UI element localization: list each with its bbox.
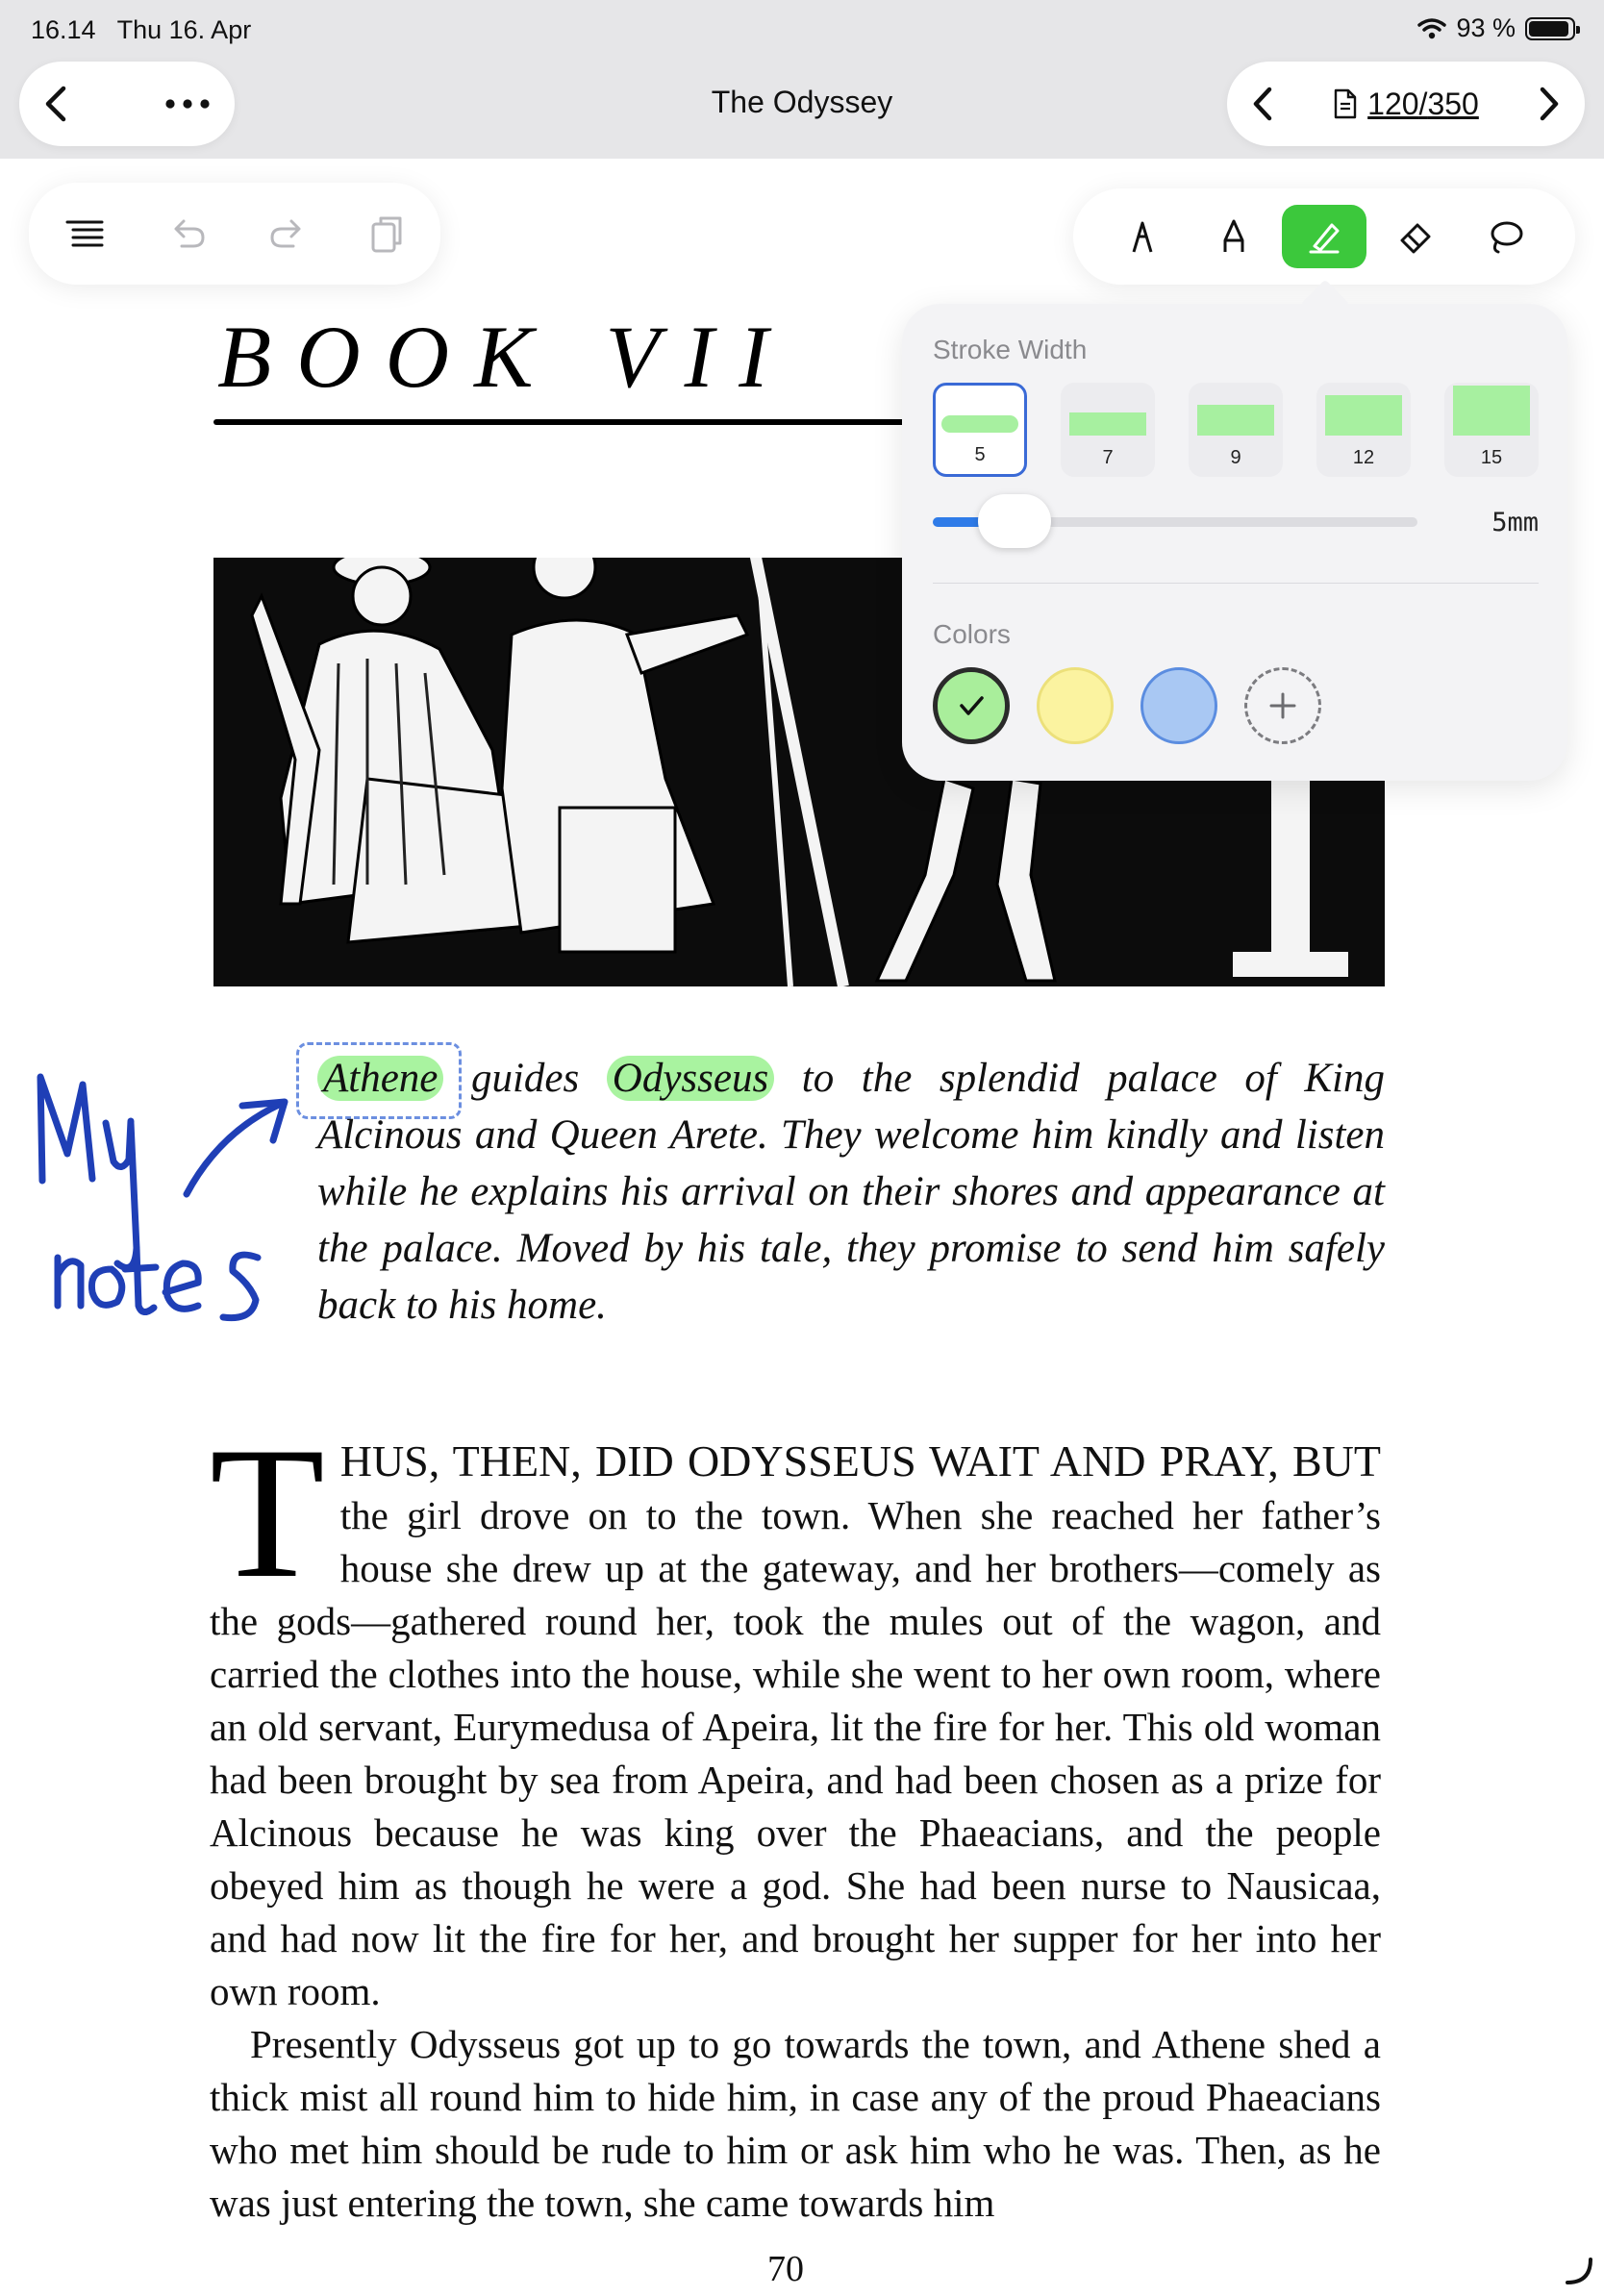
page-indicator[interactable] — [1333, 87, 1479, 122]
highlight-odysseus[interactable]: Odysseus — [607, 1056, 774, 1101]
eraser-tool[interactable] — [1373, 205, 1458, 268]
outline-list-icon[interactable] — [63, 217, 106, 250]
colors-label: Colors — [933, 619, 1011, 649]
book-title: BOOK VII — [217, 308, 793, 406]
next-page-icon[interactable] — [1535, 85, 1562, 123]
paragraph-1-text: the girl drove on to the town. When she reached her father’s house she drew up at the gateway, and her brothers—comely as the gods—gathered round her, took the mules out of the wagon, and carried the clothes into the house, while she went to her own room, where an old servant, Eurymedusa of Apeira, lit the fire for her. This old woman had been brought by sea from Apeira, and had been chosen as a prize for Alcinous because he was king over the Phaeacians, and the people obeyed him as though he were a god. She had been nurse to Nausicaa, and had now lit the fire for her, and brought her supper for her into her own room. — [210, 1493, 1381, 2013]
slider-knob[interactable] — [978, 494, 1051, 548]
document-icon — [1333, 88, 1358, 119]
battery-percent: 93 % — [1456, 13, 1516, 42]
stroke-swatch — [1453, 386, 1530, 436]
stroke-color-popover — [902, 304, 1567, 781]
stroke-swatch — [1069, 412, 1146, 436]
redo-icon[interactable] — [268, 217, 307, 250]
stroke-option-label: 9 — [1230, 447, 1241, 468]
pencil-tool[interactable] — [1191, 205, 1276, 268]
drop-cap: T — [210, 1409, 325, 1617]
summary-text-2: to the splendid palace of King Alcinous and Queen Arete. They welcome him kindly and listen while he explains his arrival on their shores and appearance at the palace. Moved by his tale, they promise to send him safely back to his home. — [317, 1056, 1385, 1328]
clipboard-icon[interactable] — [369, 212, 406, 255]
stroke-option-label: 5 — [974, 444, 986, 465]
stroke-option-label: 12 — [1352, 447, 1375, 468]
page-number: 70 — [767, 2249, 804, 2289]
edit-toolbar — [29, 183, 440, 285]
stroke-option-15[interactable] — [1444, 383, 1539, 477]
page-separator: / — [1418, 86, 1428, 121]
lasso-icon — [1487, 217, 1525, 256]
pen-icon — [1128, 217, 1157, 256]
eraser-icon — [1396, 217, 1435, 256]
stroke-option-5[interactable] — [933, 383, 1027, 477]
popover-divider — [933, 583, 1539, 584]
page-total: 350 — [1427, 86, 1479, 121]
stroke-swatch — [941, 415, 1018, 433]
scroll-corner-indicator — [1564, 2256, 1594, 2286]
highlighter-icon — [1305, 217, 1343, 256]
date: Thu 16. Apr — [116, 15, 252, 44]
color-green[interactable] — [933, 667, 1010, 744]
color-blue[interactable] — [1140, 667, 1217, 744]
add-color-button[interactable] — [1244, 667, 1321, 744]
stroke-width-options — [933, 383, 1539, 477]
book-body-text — [210, 1409, 1381, 2230]
stroke-option-7[interactable] — [1061, 383, 1155, 477]
wifi-icon — [1417, 17, 1446, 40]
title-rule — [213, 419, 906, 425]
color-yellow[interactable] — [1037, 667, 1114, 744]
lasso-tool[interactable] — [1464, 205, 1548, 268]
status-indicators — [1417, 13, 1575, 43]
paragraph-2: Presently Odysseus got up to go towards the town, and Athene shed a thick mist all round him to hide him, in case any of the proud Phaeacians who met him should be rude to him or ask him who he was. Then, as he was just entering the town, she came towards him — [210, 2022, 1381, 2225]
summary-text-1: guides — [443, 1056, 607, 1101]
pencil-icon — [1219, 217, 1248, 256]
highlighter-tool[interactable] — [1282, 205, 1366, 268]
checkmark-icon — [955, 689, 988, 722]
chapter-summary — [317, 1050, 1385, 1334]
handwritten-note[interactable] — [29, 1065, 308, 1325]
battery-icon — [1525, 17, 1575, 40]
lead-in: HUS, THEN, DID ODYSSEUS WAIT AND PRAY, BUT — [339, 1436, 1381, 1485]
stroke-option-9[interactable] — [1189, 383, 1283, 477]
paragraph-1 — [210, 1409, 1381, 2018]
drawing-tools-toolbar — [1073, 188, 1575, 285]
stroke-swatch — [1325, 395, 1402, 436]
stroke-option-label: 15 — [1480, 447, 1503, 468]
stroke-width-slider[interactable] — [933, 517, 1417, 527]
status-time — [31, 15, 251, 45]
stroke-option-12[interactable] — [1316, 383, 1411, 477]
undo-icon[interactable] — [168, 217, 207, 250]
stroke-width-value: 5mm — [1491, 508, 1539, 537]
pen-tool[interactable] — [1100, 205, 1185, 268]
plus-icon — [1266, 689, 1299, 722]
stroke-option-label: 7 — [1102, 447, 1114, 468]
document-title: The Odyssey — [711, 85, 893, 119]
previous-page-icon[interactable] — [1250, 85, 1277, 123]
stroke-swatch — [1197, 405, 1274, 436]
highlight-athene[interactable]: Athene — [317, 1056, 443, 1101]
stroke-width-label: Stroke Width — [933, 335, 1088, 364]
clock: 16.14 — [31, 15, 96, 44]
nav-pill-right — [1227, 62, 1585, 146]
color-options — [933, 667, 1321, 744]
page-current: 120 — [1367, 86, 1419, 121]
top-bar — [0, 0, 1604, 159]
